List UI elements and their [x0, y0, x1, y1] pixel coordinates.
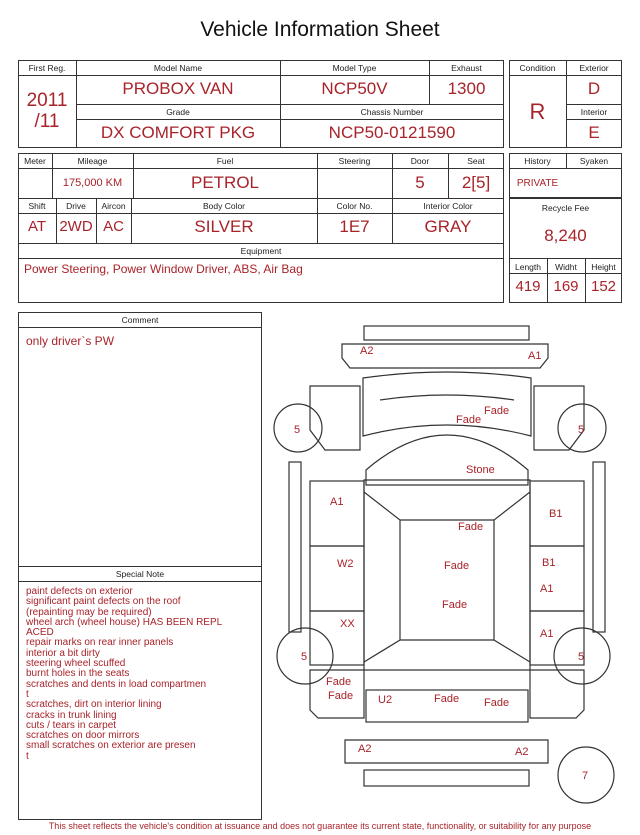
interior-label: Interior	[580, 107, 608, 117]
comment-label: Comment	[121, 315, 159, 325]
color-no-value: 1E7	[339, 217, 370, 236]
mark-left-quarter: XX	[340, 618, 355, 630]
special-note-line: cracks in trunk lining	[26, 709, 117, 721]
special-note-line: ACED	[26, 627, 54, 639]
condition-label: Condition	[519, 63, 556, 73]
height-value: 152	[590, 278, 617, 295]
special-note-line: burnt holes in the seats	[26, 668, 130, 680]
mark-hood-fade-2: Fade	[456, 414, 482, 426]
mark-right-front-door: B1	[549, 508, 563, 520]
tire-rear-right: 5	[578, 651, 585, 663]
body-color-label: Body Color	[202, 201, 246, 211]
mark-left-front-door: A1	[330, 496, 344, 508]
seat-label: Seat	[467, 156, 485, 166]
car-damage-diagram	[268, 318, 626, 820]
length-label: Length	[515, 262, 541, 272]
first-reg-label: First Reg.	[28, 63, 66, 73]
drive-value: 2WD	[59, 218, 93, 235]
grade-value: DX COMFORT PKG	[100, 123, 256, 142]
mark-roof-fade-2: Fade	[444, 560, 470, 572]
width-value: 169	[553, 278, 579, 295]
mark-right-quarter: A1	[540, 628, 554, 640]
special-note-list	[26, 587, 222, 762]
drive-label: Drive	[66, 201, 86, 211]
interior-color-value: GRAY	[424, 217, 472, 236]
condition-value: R	[529, 99, 546, 124]
mark-roof-fade-3: Fade	[442, 599, 468, 611]
model-name-label: Model Name	[153, 63, 203, 73]
special-note-line: cuts / tears in carpet	[26, 719, 117, 731]
special-note-line: wheel arch (wheel house) HAS BEEN REPL	[26, 616, 223, 628]
special-note-line: paint defects on exterior	[26, 586, 133, 597]
door-label: Door	[410, 156, 430, 166]
model-name-value: PROBOX VAN	[122, 79, 234, 98]
seat-value: 2[5]	[461, 173, 491, 192]
first-reg-month: /11	[34, 111, 60, 132]
tire-spare: 7	[582, 770, 589, 782]
special-note-line: t	[26, 750, 29, 762]
special-note-line: repair marks on rear inner panels	[26, 637, 174, 649]
tire-front-left: 5	[294, 424, 301, 436]
grade-label: Grade	[166, 107, 190, 117]
recycle-fee-value: 8,240	[544, 226, 587, 245]
special-note-line: scratches on door mirrors	[26, 730, 140, 742]
history-value: PRIVATE	[516, 178, 559, 189]
model-type-value: NCP50V	[321, 79, 388, 98]
special-note-line: scratches, dirt on interior lining	[26, 699, 162, 711]
interior-value: E	[588, 123, 600, 142]
sheet-title: Vehicle Information Sheet	[200, 18, 440, 41]
height-label: Height	[591, 262, 616, 272]
special-note-line: significant paint defects on the roof	[26, 596, 181, 608]
comment-text: only driver`s PW	[26, 334, 115, 348]
fuel-label: Fuel	[216, 156, 234, 166]
mark-rear-u2: U2	[378, 694, 393, 706]
mark-front-right: A1	[528, 350, 542, 362]
door-value: 5	[415, 173, 425, 192]
shift-value: AT	[27, 218, 47, 235]
interior-color-label: Interior Color	[423, 201, 473, 211]
mark-rear-left-fade-2: Fade	[328, 690, 354, 702]
mark-rear-fade-1: Fade	[434, 693, 460, 705]
mark-hood-fade-1: Fade	[484, 405, 510, 417]
recycle-fee-label: Recycle Fee	[541, 203, 590, 213]
mileage-label: Mileage	[77, 156, 108, 166]
special-note-line: (repainting may be required)	[26, 606, 152, 618]
mark-right-rear-door-1: B1	[542, 557, 556, 569]
first-reg-year: 2011	[26, 90, 68, 111]
chassis-label: Chassis Number	[360, 107, 424, 117]
mark-rear-fade-2: Fade	[484, 697, 510, 709]
mark-right-rear-door-2: A1	[540, 583, 554, 595]
history-label: History	[524, 156, 551, 166]
special-note-label: Special Note	[115, 569, 165, 579]
model-type-label: Model Type	[332, 63, 377, 73]
equipment-value: Power Steering, Power Window Driver, ABS, Air Bag	[24, 262, 303, 276]
equipment-label: Equipment	[240, 246, 282, 256]
special-note-line: t	[26, 688, 29, 700]
chassis-value: NCP50-0121590	[328, 123, 456, 142]
color-no-label: Color No.	[336, 201, 373, 211]
body-color-value: SILVER	[194, 217, 254, 236]
special-note-line: steering wheel scuffed	[26, 658, 126, 670]
exhaust-value: 1300	[447, 79, 486, 98]
aircon-value: AC	[103, 218, 124, 235]
steering-label: Steering	[338, 156, 371, 166]
mark-left-rear-door: W2	[337, 558, 354, 570]
fuel-value: PETROL	[190, 173, 260, 192]
exterior-value: D	[587, 79, 601, 98]
mark-windshield: Stone	[466, 464, 495, 476]
special-note-line: small scratches on exterior are presen	[26, 740, 196, 752]
mark-rear-bumper-left: A2	[358, 743, 372, 755]
mark-rear-bumper-right: A2	[515, 746, 529, 758]
special-note-line: interior a bit dirty	[26, 647, 100, 659]
meter-label: Meter	[24, 156, 46, 166]
mark-front-left: A2	[360, 345, 374, 357]
width-label: Widht	[555, 262, 577, 272]
exhaust-label: Exhaust	[451, 63, 482, 73]
tire-rear-left: 5	[301, 651, 308, 663]
length-value: 419	[515, 278, 541, 295]
tire-front-right: 5	[578, 424, 585, 436]
mileage-value: 175,000 KM	[62, 177, 123, 189]
aircon-label: Aircon	[101, 201, 126, 211]
mark-rear-left-fade-1: Fade	[326, 676, 352, 688]
syaken-label: Syaken	[579, 156, 609, 166]
exterior-label: Exterior	[579, 63, 609, 73]
special-note-line: scratches and dents in load compartmen	[26, 678, 207, 690]
shift-label: Shift	[28, 201, 46, 211]
mark-roof-fade-1: Fade	[458, 521, 484, 533]
disclaimer-footer: This sheet reflects the vehicle's condition at issuance and does not guarantee its current state, functionality, or suitability for any purpose	[48, 821, 592, 831]
